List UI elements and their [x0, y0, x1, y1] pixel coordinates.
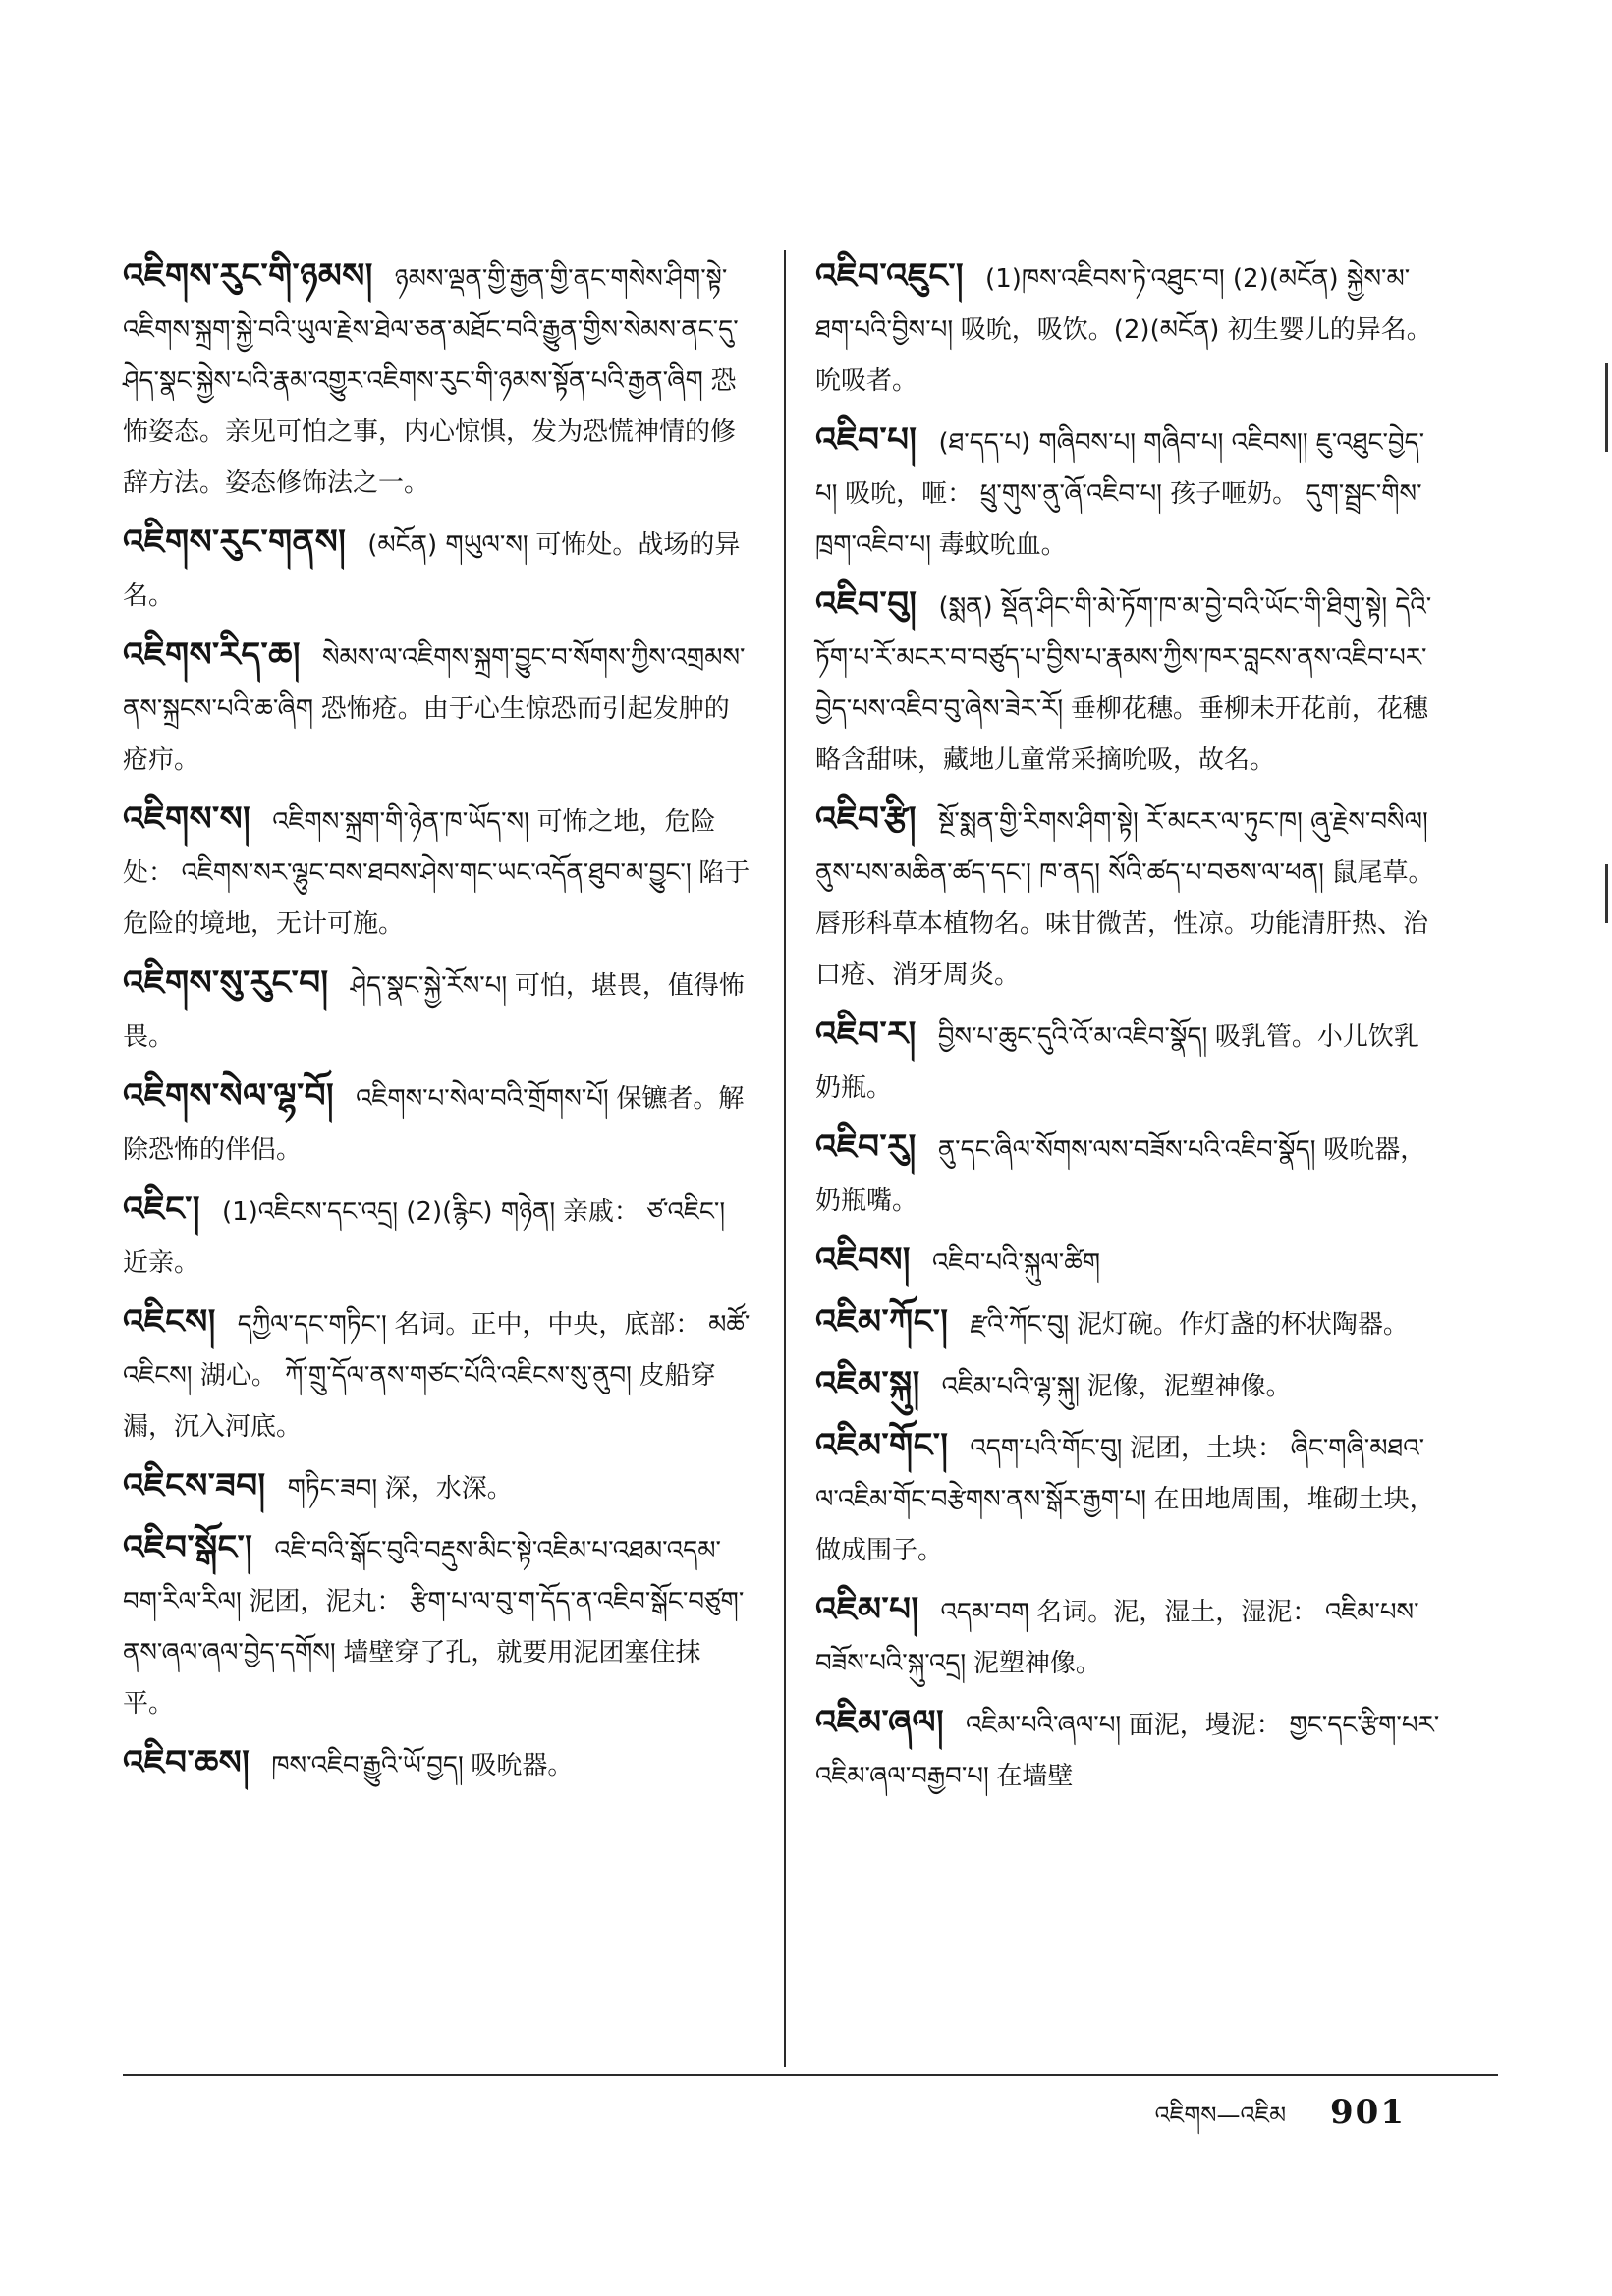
entry-example-translation: 在田地周围，堆砌土块，做成围子。: [815, 1485, 1435, 1565]
entry-translation: 名词。正中，中央，底部：: [394, 1310, 701, 1339]
entry-definition: (ཐ་དད་པ) གཞིབས་པ། གཞིབ་པ། འཇིབས།། ཇུ་འཐུང་བྱེད་པ།: [815, 428, 1425, 509]
dictionary-entry: [123, 250, 751, 509]
page-footer: [1155, 2090, 1406, 2156]
entry-definition: ཤེད་སྣང་སྐྱེ་རོས་པ།: [350, 971, 508, 1001]
entry-headword: འཇིགས་རིད་ཆ།: [123, 635, 301, 675]
entry-headword: འཇིགས་སེལ་ལྷ་བོ།: [123, 1076, 335, 1116]
entry-translation: 保镳者。解除恐怖的伴侣。: [123, 1084, 745, 1165]
entry-headword: འཇིགས་ས།: [123, 799, 251, 839]
entry-definition: བྱིས་པ་ཆུང་དུའི་འོ་མ་འཇིབ་སྣོད།: [937, 1022, 1208, 1052]
dictionary-entry: [123, 793, 751, 950]
entry-translation: 泥团，土块：: [1129, 1434, 1283, 1463]
dictionary-entry: [123, 1183, 751, 1288]
entry-translation: 吸吮，吸饮。(2)(མངོན) 初生婴儿的异名。: [960, 315, 1432, 345]
entry-definition: (1)འཇིངས་དང་འདྲ། (2)(རྙིང) གཉེན།: [221, 1197, 556, 1227]
entry-example-translation: 皮船穿漏，沉入河底。: [123, 1361, 716, 1442]
entry-definition: འདམ་བག: [940, 1598, 1029, 1627]
entry-definition: (1)ཁས་འཇིབས་ཏེ་འཐུང་བ། (2)(མངོན) སྐྱེས་མ་ཐག་པའི་བྱིས་པ།: [815, 264, 1411, 345]
entry-translation: 可怕，堪畏，值得怖畏。: [123, 971, 745, 1052]
dictionary-entry: [123, 517, 751, 622]
entry-example: འཇིགས་སར་ལྷུང་བས་ཐབས་ཤེས་གང་ཡང་འདོན་ཐུབ་མ་བྱུང་།: [181, 858, 692, 888]
entry-definition: ནུ་དང་ཞིལ་སོགས་ལས་བཟོས་པའི་འཇིབ་སྣོད།: [937, 1135, 1316, 1165]
right-column: [815, 250, 1444, 1810]
entry-example: ཙ་འཇིང་།: [646, 1197, 726, 1227]
footer-rule: [123, 2074, 1498, 2076]
entry-example-translation: 墙壁穿了孔，就要用泥团塞住抹平。: [123, 1638, 701, 1719]
left-column: [123, 250, 751, 1799]
running-range: འཇིགས—འཇིམ: [1154, 2102, 1287, 2129]
dictionary-entry: [123, 1070, 751, 1175]
column-divider: [784, 250, 786, 2067]
entry-headword: འཇིགས་རུང་གནས།: [123, 522, 347, 562]
entry-translation: 面泥，墁泥：: [1128, 1711, 1282, 1740]
entry-definition: འཇིམ་པའི་ཞལ་པ།: [966, 1711, 1122, 1740]
dictionary-entry: [815, 1121, 1444, 1227]
scan-edge-mark: [1605, 864, 1608, 923]
entry-example-translation: 在墙壁: [996, 1762, 1074, 1791]
dictionary-entry: [123, 1460, 751, 1514]
entry-translation: 吸吮器，奶瓶嘴。: [815, 1135, 1426, 1216]
entry-definition: སྔོ་སྨན་གྱི་རིགས་ཤིག་སྟེ། རོ་མངར་ལ་ཏུང་ཁ། ཞུ་རྗེས་བསིལ། ནུས་པས་མཆིན་ཚད་དང་། ཁ་ནད། སོའི་ཚད་པ་བཅས་ལ་ཕན།: [815, 807, 1428, 888]
entry-headword: འཇིམ་གོང་།: [815, 1426, 949, 1465]
entry-headword: འཇིངས།: [123, 1302, 216, 1341]
entry-translation: 吸吮器。: [471, 1751, 574, 1780]
dictionary-entry: [123, 1737, 751, 1791]
entry-extra: 吮吸者。: [815, 366, 918, 396]
dictionary-entry: [815, 1296, 1444, 1350]
dictionary-entry: [815, 250, 1444, 407]
entry-headword: འཇིབ་འཇུང་།: [815, 256, 965, 296]
entry-definition: (མངོན) གཡུལ་ས།: [367, 530, 528, 560]
entry-example: རྩིག་པ་ལ་བུ་ག་དོད་ན་འཇིབ་སྒོང་བཙུག་ནས་ཞལ་ཞལ་བྱེད་དགོས།: [123, 1587, 745, 1667]
entry-example-translation: 毒蚊吮血。: [938, 530, 1067, 560]
entry-example: ཕྲུ་གུས་ནུ་ཞོ་འཇིབ་པ། 孩子咂奶。 དུག་སྦྲང་གིས་ཁྲག་འཇིབ་པ།: [815, 479, 1422, 560]
entry-example-translation: 近亲。: [123, 1248, 200, 1278]
entry-example-translation: 泥塑神像。: [973, 1649, 1101, 1678]
entry-definition: འཇིམ་པའི་ལྷ་སྐུ།: [941, 1372, 1080, 1401]
entry-translation: 亲戚：: [562, 1197, 639, 1227]
entry-translation: 可怖处。战场的异名。: [123, 530, 741, 611]
dictionary-entry: [123, 1522, 751, 1729]
entry-example: ཞིང་གཞི་མཐའ་ལ་འཇིམ་གོང་བརྩེགས་ནས་སྒོར་རྒྱག་པ།: [815, 1434, 1425, 1514]
entry-headword: འཇིབ་ཆས།: [123, 1743, 250, 1782]
dictionary-entry: [123, 957, 751, 1063]
entry-headword: འཇིགས་སུ་རུང་བ།: [123, 963, 329, 1003]
entry-translation: 恐怖姿态。亲见可怕之事，内心惊惧，发为恐慌神情的修辞方法。姿态修饰法之一。: [123, 366, 737, 498]
entry-headword: འཇིམ་པ།: [815, 1590, 919, 1629]
dictionary-entry: [123, 1296, 751, 1452]
entry-headword: འཇིངས་ཟབ།: [123, 1466, 266, 1505]
entry-headword: འཇིབ་རུ།: [815, 1127, 917, 1167]
dictionary-entry: [123, 629, 751, 786]
entry-headword: འཇིབ་ར།: [815, 1014, 917, 1054]
entry-example-translation: 陷于危险的境地，无计可施。: [123, 858, 750, 939]
entry-headword: འཇིང་།: [123, 1189, 200, 1229]
entry-example: གྱང་དང་རྩིག་པར་འཇིམ་ཞལ་བརྒྱབ་པ།: [815, 1711, 1440, 1791]
entry-translation: 吸吮，咂：: [845, 479, 973, 509]
dictionary-entry: [815, 1234, 1444, 1288]
entry-definition: འཇི་བའི་སྒོང་བུའི་བརྡུས་མིང་སྟེ་འཇིམ་པ་འཐམ་འདམ་བག་རིལ་རིལ།: [123, 1536, 721, 1616]
page-number: 901: [1330, 2093, 1406, 2132]
entry-headword: འཇིབ་བུ།: [815, 584, 917, 624]
dictionary-entry: [815, 1697, 1444, 1802]
entry-headword: འཇིབ་པ།: [815, 420, 917, 460]
entry-translation: 恐怖疮。由于心生惊恐而引起发肿的疮疖。: [123, 694, 730, 775]
dictionary-entry: [815, 1584, 1444, 1689]
entry-translation: 鼠尾草。唇形科草本植物名。味甘微苦，性凉。功能清肝热、治口疮、消牙周炎。: [815, 858, 1434, 990]
entry-translation: 泥团，泥丸：: [249, 1587, 403, 1616]
entry-headword: འཇིགས་རུང་གི་ཉམས།: [123, 256, 373, 296]
entry-translation: 泥像，泥塑神像。: [1086, 1372, 1292, 1401]
entry-translation: 深，水深。: [384, 1474, 513, 1503]
entry-translation: 垂柳花穗。垂柳未开花前，花穗略含甜味，藏地儿童常采摘吮吸，故名。: [815, 694, 1428, 775]
entry-definition: གཏིང་ཟབ།: [287, 1474, 378, 1503]
entry-definition: འཇིགས་པ་སེལ་བའི་གྲོགས་པོ།: [356, 1084, 609, 1114]
dictionary-entry: [815, 1358, 1444, 1412]
dictionary-entry: [815, 578, 1444, 786]
entry-translation: 泥灯碗。作灯盏的杯状陶器。: [1076, 1310, 1409, 1339]
entry-definition: (སྨན) སྡོན་ཤིང་གི་མེ་ཏོག་ཁ་མ་བྱེ་བའི་ཡོང་གི་ཐིགུ་སྟེ། དེའི་ཏོག་པ་རོ་མངར་བ་བཙུད་པ་བྱིས་པ་རྣམས་ཀྱིས་ཁར་བླངས་ནས་འཇིབ་པར་བྱེད་པས་འཇིབ་བུ་ཞེས་ཟེར་རོ།: [815, 592, 1432, 724]
entry-definition: སེམས་ལ་འཇིགས་སྐྲག་བྱུང་བ་སོགས་ཀྱིས་འགྲམས་ནས་སྐྲངས་པའི་ཆ་ཞིག: [123, 643, 746, 724]
dictionary-entry: [815, 1009, 1444, 1114]
entry-headword: འཇིབས།: [815, 1240, 911, 1280]
entry-definition: འཇིབ་པའི་སྐུལ་ཚིག: [931, 1248, 1101, 1278]
entry-definition: འདག་པའི་གོང་བུ།: [970, 1434, 1123, 1463]
dictionary-entry: [815, 793, 1444, 1001]
entry-headword: འཇིམ་སྐུ།: [815, 1364, 920, 1403]
entry-translation: 可怖之地，危险处：: [123, 807, 716, 888]
entry-headword: འཇིམ་ཞལ།: [815, 1703, 944, 1742]
entry-definition: རྫའི་ཀོང་བུ།: [970, 1310, 1070, 1339]
entry-translation: 名词。泥，湿土，湿泥：: [1036, 1598, 1318, 1627]
dictionary-entry: [815, 414, 1444, 571]
entry-definition: ཁས་འཇིབ་རྒྱུའི་ཡོ་བྱད།: [271, 1751, 464, 1780]
entry-example: མཚོ་འཇིངས། 湖心。 ཀོ་གྲུ་དོལ་ནས་གཙང་པོའི་འཇིངས་སུ་ནུབ།: [123, 1310, 750, 1391]
entry-headword: འཇིམ་ཀོང་།: [815, 1302, 949, 1341]
entry-headword: འཇིབ་སྒོང་།: [123, 1528, 253, 1567]
entry-headword: འཇིབ་རྩི།: [815, 799, 917, 839]
scan-edge-mark: [1605, 363, 1608, 452]
entry-definition: དཀྱིལ་དང་གཏིང་།: [237, 1310, 387, 1339]
entry-example: འཇིམ་པས་བཟོས་པའི་སྐུ་འདྲ།: [815, 1598, 1419, 1678]
entry-definition: འཇིགས་སྐྲག་གི་ཉེན་ཁ་ཡོད་ས།: [272, 807, 529, 837]
dictionary-entry: [815, 1420, 1444, 1576]
entry-translation: 吸乳管。小儿饮乳奶瓶。: [815, 1022, 1419, 1103]
entry-definition: ཉམས་ལྡན་གྱི་རྒྱན་གྱི་ནང་གསེས་ཤིག་སྟེ་འཇིགས་སྐྲག་སྐྱེ་བའི་ཡུལ་རྗེས་ཐེལ་ཅན་མཐོང་བའི་རྒྱུན་གྱིས་སེམས་ནང་དུ་ཤེད་སྣང་སྐྱེས་པའི་རྣམ་འགྱུར་འཇིགས་རུང་གི་ཉམས་སྟོན་པའི་རྒྱན་ཞིག: [123, 264, 739, 396]
